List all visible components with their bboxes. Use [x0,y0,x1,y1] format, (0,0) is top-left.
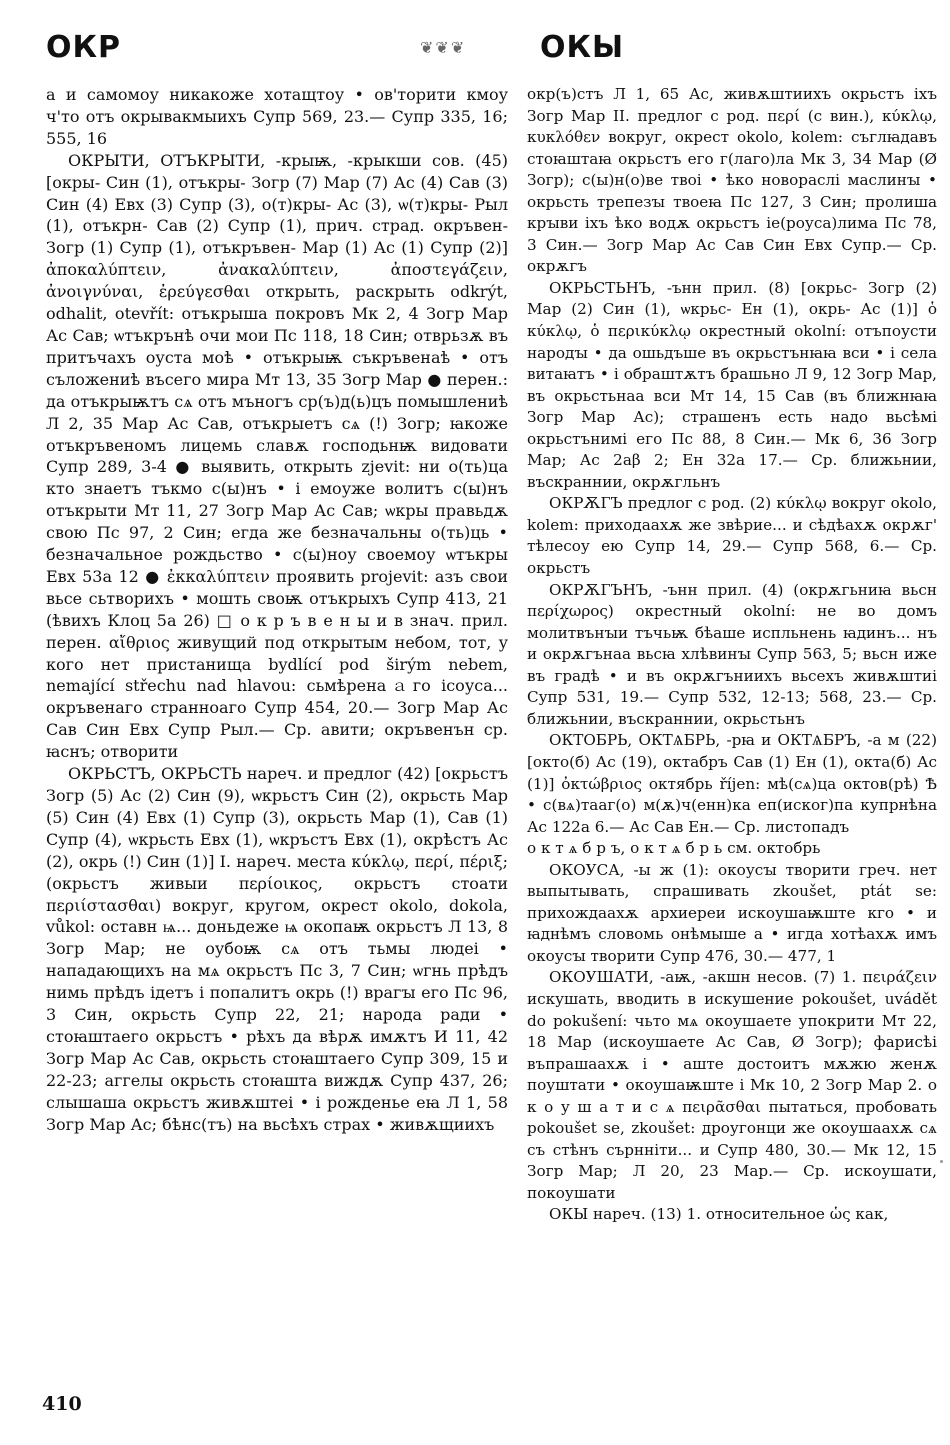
scan-speck [940,1160,943,1163]
dictionary-entry: ОКРѪГЪНЪ, -ънн прил. (4) (окрѫгьниꙗ вьсн περίχωρος) окрестный okolní: не во домъ молитвънꙑи тъчьѭ бѣаше испльнень ꙗдинъ... нъ и окрѫгънаа вьсꙗ хлѣвинꙑ Супр 563, 5; вьсн иже въ градѣ • и въ окрѫгъниихъ вьсехъ живѫштиі Супр 531, 19.— Супр 532, 12-13; 568, 23.— Ср. ближьнии, въскраннии, окрьстьнъ [527,580,937,728]
header-ornament: ❦❦❦ [420,38,467,57]
dictionary-entry: ОКОУСА, -ы ж (1): окоусꙑ творити греч. нет выпытывать, спрашивать zkoušet, ptát se: прихождаахѫ архиереи искоушаѭште кго • и ꙗднѣмъ словомь онѣмыше а • игда хотѣахѫ имъ окоусꙑ творити Супр 476, 30.— 477, 1 [527,860,937,965]
page-number: 410 [42,1393,82,1415]
entry-continuation: о к т ѧ б р ъ, о к т ѧ б р ь см. октобрь [527,839,821,858]
entry-continuation: а и самомоу никакоже хотащтоу • ов'торити кмоу ч'то отъ окрывакмыихъ Супр 569, 23.— Супр 335, 16; 555, 16 [46,85,508,148]
dictionary-entry: ОКРЫТИ, ОТЪКРЫТИ, -крыѭ, -крыкши сов. (45) [окры- Син (1), отъкры- Зогр (7) Мар (7) Ас (4) Сав (3) Син (4) Евх (3) Супр (3), о(т)кры- Ас (3), ѡ(т)кры- Рыл (1), отъкрн- Сав (2) Супр (1), прич. страд. окръвен- Зогр (1) Супр (1), отъкръвен- Мар (1) Ас (1) Супр (2)] ἀποκαλύπτειν, ἀνακαλύπτειν, ἀποστεγάζειν, ἀνοιγνύναι, ἐρεύγεσθαι открыть, раскрыть odkrýt, odhalit, otevřít: отъкрыша покровъ Мк 2, 4 Зогр Мар Ас Сав; ѡтъкрънѣ очи мои Пс 118, 18 Син; отврьзѫ въ притъчахъ оуста моѣ • отъкрыѭ съкръвенаѣ • отъ съложениѣ въсего мира Мт 13, 35 Зогр Мар ● перен.: да отъкрыѭтъ сѧ отъ мъногъ ср(ъ)д(ь)цъ помышлениѣ Л 2, 35 Мар Ас Сав, отъкрыетъ сѧ (!) Зогр; ꙗкоже отъкръвеномъ лицемь славѫ господьнѭ видовати Супр 289, 3-4 ● выявить, открыть zjevit: ни о(ть)ца кто знаетъ тъкмо с(ы)нъ • і емоуже волитъ с(ы)нъ отъкрыти Мт 11, 27 Зогр Мар Ас Сав; ѡкры правьдѫ свою Пс 97, 2 Син; егда же безначальны о(ть)ць • безначальное рождьство • с(ы)ноу своемоу ѡтъкры Евх 53а 12 ● ἐκκαλύπτειν проявить projevit: азъ свои вьсе сьтворихъ • мошть своѭ отъкрыхъ Супр 413, 21 (ѣвихъ Клоц 5а 26) □ о к р ъ в е н ы и в знач. прил. перен. αἴθριος живущий под открытым небом, тот, у кого нет пристанища bydlící pod širým nebem, nemající střechu nad hlavou: сьмѣренаａго ісоуса... окръвенаго странноаго Супр 454, 20.— Зогр Мар Ас Сав Син Евх Супр Рыл.— Ср. авити; окръвенън ср. ꙗснъ; отворити [46,150,508,762]
dictionary-entry: ОКРЬСТЪ, ОКРЬСТЬ нареч. и предлог (42) [окрьстъ Зогр (5) Ас (2) Син (9), ѡкрьстъ Син (2), окрьсть Мар (5) Син (4) Евх (1) Супр (3), окрьсть Мар (1), Сав (1) Супр (4), ѡкрьсть Евх (1), ѡкръстъ Евх (1), окрѣстъ Ас (2), окрь (!) Син (1)] I. нареч. места κύκλῳ, περί, πέριξ; (окрьстъ живыи περίοικος, окрьстъ стоати περιίστασθαι) вокруг, кругом, окрест okolo, dokola, vůkol: оставн ѩ... доньдеже ѩ окопаѭ окрьстъ Л 13, 8 Зогр Мар; не оубоѭ сѧ отъ тьмы людеі • нападающихъ на мѧ окрьстъ Пс 3, 7 Син; ѡгнь прѣдъ нимь прѣдъ ідетъ і попалитъ окрь (!) врагꙑ его Пс 96, 3 Син, окрьсть Супр 22, 21; народа ради • стоꙗштаего окрьстъ • рѣхъ да вѣрѫ имѫтъ И 11, 42 Зогр Мар Ас Сав, окрьсть стоꙗштаего Супр 309, 15 и 22-23; аггелы окрьсть стоꙗшта виждѫ Супр 437, 26; слышаша окрьстъ живѫштеі • і рожденье еꙗ Л 1, 58 Зогр Мар Ас; бѣнс(тъ) на вьсѣхъ страх • живѫщиихъ [46,764,508,1134]
dictionary-entry: ОКТОБРЬ, ОКТѦБРЬ, -рꙗ и ОКТѦБРЪ, -а м (22) [окто(б) Ас (19), октабръ Сав (1) Ен (1), окта(б) Ас (1)] ὀκτώβριος октябрь říjen: мѣ(сѧ)ца октов(рѣ) Ѣ • с(вѧ)таaг(о) м(ѫ)ч(енн)ка еп(иског)па купрнѣна Ас 122а 6.— Ас Сав Ен.— Ср. листопадъ [527,731,937,836]
right-column [527,84,937,1404]
dictionary-entry: ОКРЬСТЬНЪ, -ънн прил. (8) [окрьс- Зогр (2) Мар (2) Син (1), ѡкрьс- Ен (1), окрь- Ас (1)] ὁ κύκλῳ, ὁ περικύκλῳ окрестный okolní: отъпоусти народꙑ • да ошьдъше въ окрьстънꙗꙗ вси • і села витаꙗтъ • і обраштѫтъ брашьно Л 9, 12 Зогр Мар, въ окрьстьнаа вси Мт 14, 15 Сав (въ ближнꙗꙗ Зогр Мар Ас); страшенъ есть надо вьсѣмі окрьстънимі его Пс 88, 8 Син.— Мк 6, 36 Зогр Мар; Ас 2аβ 2; Ен 32а 17.— Ср. ближьнии, въскраннии, окрѫгльнъ [527,278,937,491]
dictionary-entry: ОКРѪГЪ предлог с род. (2) κύκλῳ вокруг okolo, kolem: приходаахѫ же звѣрие... и сѣдѣахѫ окрѫг' тѣлесоу ею Супр 14, 29.— Супр 568, 6.— Ср. окрьстъ [527,494,937,578]
running-head-left: ОКР [46,30,122,65]
running-head-right: ОКЫ [540,30,625,65]
dictionary-entry: ОКЫ нареч. (13) 1. относительное ὡς как, [549,1205,889,1224]
left-column [46,84,508,1404]
dictionary-entry: ОКОУШАТИ, -аѭ, -акшн несов. (7) 1. πειράζειν искушать, вводить в искушение pokoušet, uvádět do pokušení: чьто мѧ окоушаете упокрити Мт 22, 18 Мар (искоушаете Ас Сав, Ø Зогр); фарисѣі въпрашаахѫ і • аште достоитъ мѫжю женѫ поуштати • окоушаѭште і Мк 10, 2 Зогр Мар 2. о к о у ш а т и с ѧ πειρᾶσθαι пытаться, пробовать pokoušet se, zkoušet: дроугонци же окоушаахѫ сѧ съ стѣнъ сърнніти... и Супр 480, 30.— Мк 12, 15 Зогр Мар; Л 20, 23 Мар.— Ср. искоушати, покоушати [527,968,937,1202]
entry-continuation: окр(ъ)стъ Л 1, 65 Ас, живѫштиихъ окрьстъ іхъ Зогр Мар II. предлог с род. περί (с вин.), κύκλῳ, κυκλόθεν вокруг, окрест okolo, kolem: съглꙗдавъ стоꙗштаꙗ окрьстъ его г(лаго)ла Мк 3, 34 Мар (Ø Зогр); с(ы)н(о)ве твоі • ѣко новораслі маслинꙑ • окрьсть трепезꙑ твоеꙗ Пс 127, 3 Син; пролиша крꙑви іхъ ѣко водѫ окрьстъ іе(роуса)лима Пс 78, 3 Син.— Зогр Мар Ас Сав Син Евх Супр.— Ср. окрѫгъ [527,85,937,276]
